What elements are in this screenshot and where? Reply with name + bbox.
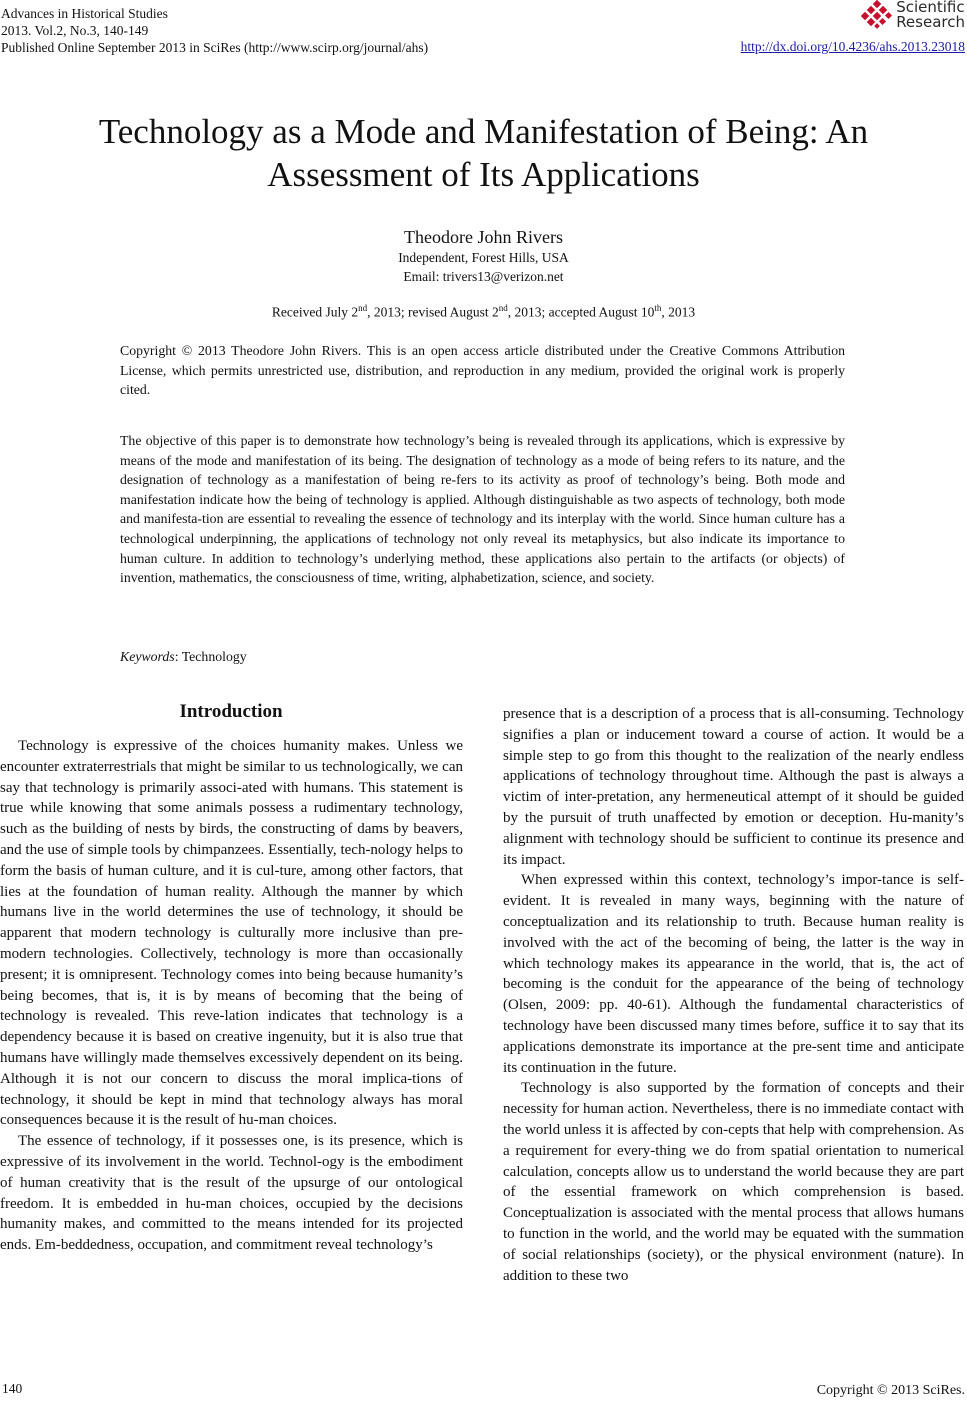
accepted-sup: th <box>654 303 662 313</box>
publication-info: Published Online September 2013 in SciRes (http://www.scirp.org/journal/ahs) <box>1 40 429 55</box>
paragraph: When expressed within this context, technology’s impor-tance is self-evident. It is revealed in many ways, beginning with the nature of conceptualization and its relationship to truth. Because human reality is involved with the act of the becoming of being, the latter is the way in which technology makes its appearance in the world, that is, the act of becoming is the conduit for the appearance of the being of technology (Olsen, 2009: pp. 40-61). Although the fundamental characteristics of technology have been discussed many times before, suffice it to say that its applications demonstrate its importance at the pre-sent time and anticipate its continuation in the future. <box>503 872 964 1076</box>
abstract: The objective of this paper is to demonstrate how technology’s being is revealed through its applications, which is expressive by means of the mode and manifestation of its being. The designation of technology as a mode of being refers to its nature, and the designation of technology as a manifestation of being re-fers to its activity as proof of technology’s being. Both mode and manifestation indicate how the being of technology is applied. Although distinguishable as two aspects of technology, both mode and manifesta-tion are essential to revealing the essence of technology and its interplay with the world. Since human culture has a technological underpinning, the applications of technology not only reveal its metaphysics, but also indicate its importance to human culture. In addition to technology’s underlying method, these applications also pertain to the artifacts (or objects) of invention, mathematics, the consciousness of time, writing, alphabetization, science, and society. <box>120 433 845 586</box>
body-column-left <box>0 736 463 1256</box>
journal-name: Advances in Historical Studies <box>1 6 168 21</box>
logo-text-scientific: Scientific <box>896 0 965 16</box>
received-dates <box>0 303 967 321</box>
body-column-right <box>503 704 964 1286</box>
keywords-value: : Technology <box>174 649 247 664</box>
keywords-label: Keywords <box>120 649 175 664</box>
journal-volume: 2013. Vol.2, No.3, 140-149 <box>1 23 149 38</box>
author-affiliation: Independent, Forest Hills, USA <box>398 250 569 265</box>
author-email: Email: trivers13@verizon.net <box>403 269 564 284</box>
title-line-2: Assessment of Its Applications <box>267 155 700 194</box>
paper-title <box>0 110 967 196</box>
paragraph: The essence of technology, if it possesses one, is its presence, which is expressive of its involvement in the world. Technol-ogy is the embodiment of human creativity that is the result of the upsurge of our ontological freedom. It is embedded in hu-man choices, occupied by the decisions humanity makes, and committed to the means intended for its projected ends. Em-beddedness, occupation, and commitment reveal technology’s <box>0 1133 463 1254</box>
author-name: Theodore John Rivers <box>404 227 563 247</box>
title-line-1: Technology as a Mode and Manifestation of Being: An <box>98 112 869 151</box>
diamond-logo-icon <box>860 0 894 30</box>
accepted-text: , 2013; accepted August 10 <box>507 304 655 320</box>
scientific-research-logo[interactable] <box>860 0 965 30</box>
received-sup: nd <box>358 303 368 313</box>
revised-sup: nd <box>498 303 508 313</box>
received-text: Received July 2 <box>271 304 359 320</box>
section-heading: Introduction <box>179 701 283 722</box>
journal-header <box>1 5 428 56</box>
accepted-year: , 2013 <box>661 304 696 320</box>
revised-text: , 2013; revised August 2 <box>367 304 499 320</box>
paragraph: Technology is also supported by the formation of concepts and their necessity for human action. Nevertheless, there is no immediate contact with the world unless it is affected by con-cepts that help with comprehension. As a requirement for every-thing we do from spatial orientation to numerical calculation, concepts allow us to understand the world because they are part of the essential framework on which comprehension is based. Conceptualization is associated with the mental process that allows humans to function in the world, and the world may be equated with the summation of social relationships (society), or the physical environment (nature). In addition to these two <box>503 1080 964 1284</box>
copyright-notice: Copyright © 2013 Theodore John Rivers. This is an open access article distributed under the Creative Commons Attribution License, which permits unrestricted use, distribution, and reproduction in any medium, provided the original work is properly cited. <box>120 343 845 398</box>
keywords <box>120 647 845 667</box>
logo-text-research: Research <box>896 13 965 31</box>
footer-copyright: Copyright © 2013 SciRes. <box>816 1383 965 1398</box>
paragraph: presence that is a description of a process that is all-consuming. Technology signifies a plan or inducement toward a course of action. It would be a simple step to go from this thought to the realization of the nearly endless applications of technology throughout time. Although the past is always a victim of inter-pretation, any hermeneutical attempt of it should be guided by the pursuit of truth unaffected by emotion or deception. Hu-manity’s alignment with technology should be sufficient to continue its presence and its impact. <box>503 706 964 868</box>
page-number: 140 <box>2 1381 23 1396</box>
paragraph: Technology is expressive of the choices humanity makes. Unless we encounter extraterrestrials that might be similar to us technologically, we can say that technology is primarily associ-ated with humans. This statement is true while knowing that some animals possess a rudimentary technology, such as the building of nests by birds, the constructing of dams by beavers, and the use of simple tools by chimpanzees. Essentially, tech-nology helps to form the basis of human culture, and it is cul-ture, among other factors, that lies at the foundation of human reality. Although the manner by which humans live in the world determines the use of technology, it should be apparent that modern technology is culturally more inclusive than pre-modern technologies. Collectively, technology is more than occasionally present; it is omnipresent. Technology comes into being because humanity’s being becomes, that is, it is by means of becoming that the being of technology is revealed. This reve-lation indicates that technology is a dependency because it is based on creative ingenuity, but it is also true that humans have willingly made themselves excessively dependent on its being. Although it is not our concern to discuss the moral implica-tions of technology, it should be kept in mind that technology always has moral consequences because it is the result of hu-man choices. <box>0 738 463 1129</box>
doi-link[interactable]: http://dx.doi.org/10.4236/ahs.2013.23018 <box>740 39 965 54</box>
